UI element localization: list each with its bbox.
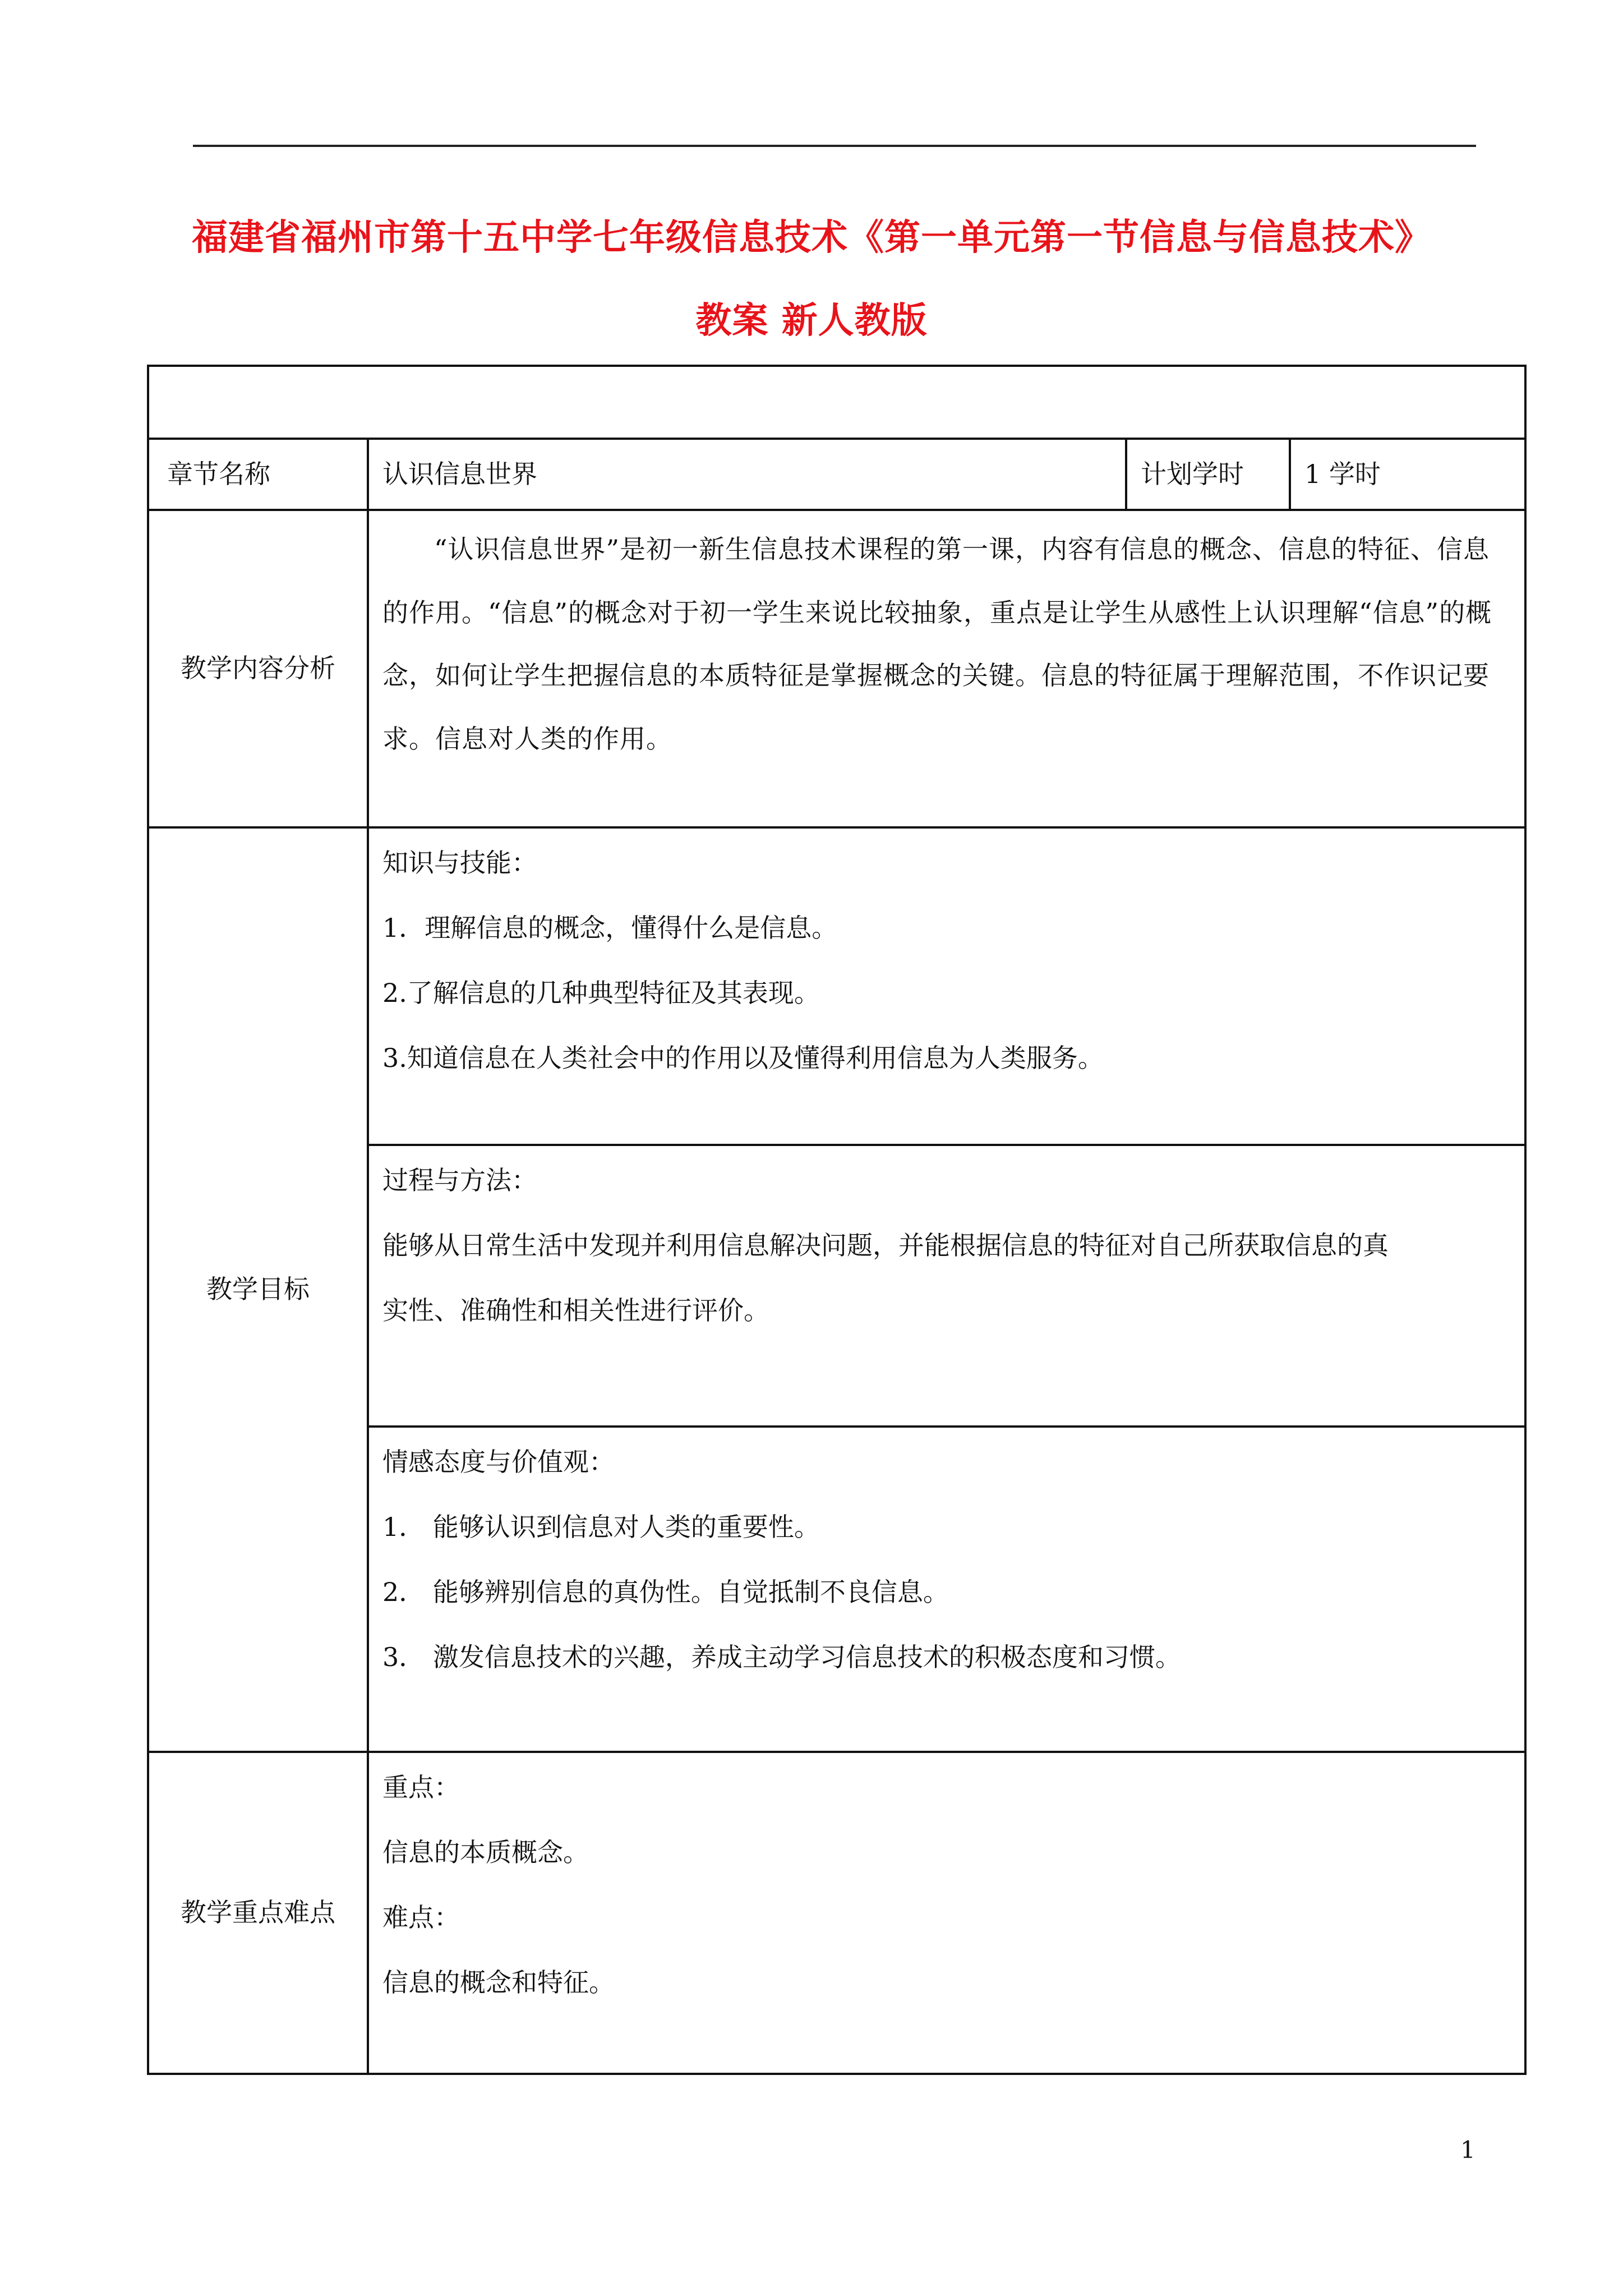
chapter-row bbox=[148, 439, 1525, 510]
document-title-line-2: 教案 新人教版 bbox=[695, 300, 928, 342]
table-header-row bbox=[148, 366, 1525, 439]
document-title-line-1: 福建省福州市第十五中学七年级信息技术《第一单元第一节信息与信息技术》 bbox=[192, 217, 1431, 259]
goals-knowledge-row bbox=[148, 827, 1525, 1145]
key-point-heading: 重点： bbox=[382, 1772, 460, 1802]
process-text-line-2: 实性、准确性和相关性进行评价。 bbox=[382, 1295, 769, 1326]
goals-label: 教学目标 bbox=[148, 827, 368, 1752]
process-cell bbox=[368, 1145, 1525, 1427]
chapter-label: 章节名称 bbox=[148, 439, 368, 510]
difficulty-text: 信息的概念和特征。 bbox=[382, 1967, 615, 1998]
hours-value: 1 学时 bbox=[1290, 439, 1525, 510]
emotion-item: 3． 激发信息技术的兴趣，养成主动学习信息技术的积极态度和习惯。 bbox=[382, 1642, 1181, 1672]
analysis-text: “认识信息世界”是初一新生信息技术课程的第一课，内容有信息的概念、信息的特征、信息的作用。“信息”的概念对于初一学生来说比较抽象，重点是让学生从感性上认识理解“信息”的概念，如何让学生把握信息的本质特征是掌握概念的关键。信息的特征属于理解范围，不作识记要求。信息对人类的作用。 bbox=[382, 534, 1492, 754]
analysis-cell bbox=[368, 510, 1525, 827]
lesson-plan-table bbox=[147, 365, 1527, 2075]
analysis-row bbox=[148, 510, 1525, 827]
process-text-line-1: 能够从日常生活中发现并利用信息解决问题，并能根据信息的特征对自己所获取信息的真 bbox=[382, 1230, 1389, 1260]
focus-cell bbox=[368, 1752, 1525, 2074]
difficulty-heading: 难点： bbox=[382, 1902, 460, 1932]
focus-row bbox=[148, 1752, 1525, 2074]
analysis-label: 教学内容分析 bbox=[148, 510, 368, 827]
emotion-item: 1． 能够认识到信息对人类的重要性。 bbox=[382, 1512, 820, 1542]
page-number: 1 bbox=[1460, 2136, 1476, 2164]
hours-label: 计划学时 bbox=[1126, 439, 1290, 510]
emotion-item: 2． 能够辨别信息的真伪性。自觉抵制不良信息。 bbox=[382, 1577, 949, 1607]
knowledge-item: 2.了解信息的几种典型特征及其表现。 bbox=[382, 978, 820, 1008]
header-rule bbox=[193, 145, 1476, 147]
knowledge-cell bbox=[368, 827, 1525, 1145]
emotion-cell bbox=[368, 1427, 1525, 1752]
empty-header-cell bbox=[148, 366, 1525, 439]
process-heading: 过程与方法： bbox=[382, 1165, 537, 1195]
key-point-text: 信息的本质概念。 bbox=[382, 1837, 589, 1867]
knowledge-heading: 知识与技能： bbox=[382, 848, 537, 878]
knowledge-item: 3.知道信息在人类社会中的作用以及懂得利用信息为人类服务。 bbox=[382, 1043, 1104, 1073]
knowledge-item: 1．理解信息的概念，懂得什么是信息。 bbox=[382, 913, 838, 943]
chapter-name: 认识信息世界 bbox=[368, 439, 1126, 510]
focus-label: 教学重点难点 bbox=[148, 1752, 368, 2074]
emotion-heading: 情感态度与价值观： bbox=[382, 1447, 615, 1477]
